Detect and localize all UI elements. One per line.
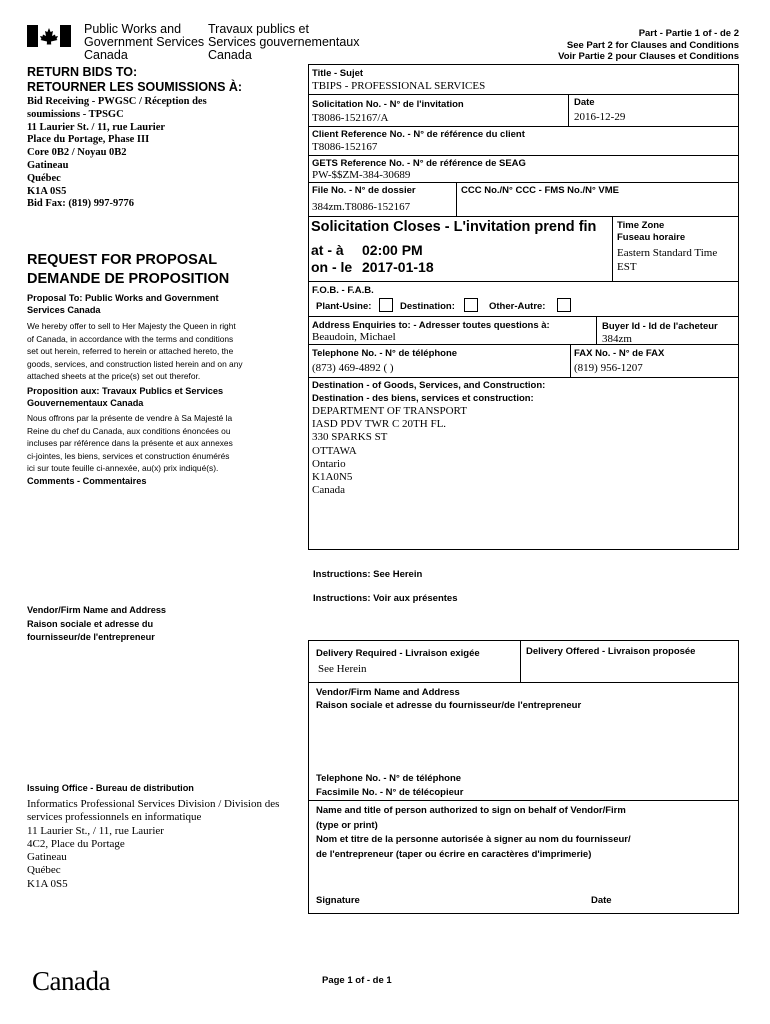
destination-option-label: Destination: [400,301,455,312]
logo-text-en: Public Works and Government Services Canada [84,22,205,62]
proposition-aux: Proposition aux: Travaux Publics et Services Gouvernementaux Canada [27,386,224,408]
fob-label: F.O.B. - F.A.B. [312,285,374,296]
gets-ref-value: PW-$$ZM-384-30689 [312,169,411,181]
vendor-contact-label[interactable]: Telephone No. - N° de téléphone Facsimile No. - N° de télécopieur [316,773,464,798]
client-ref-label: Client Reference No. - N° de référence du client [312,129,525,140]
canada-flag-icon [27,25,71,47]
close-on-label: on - le [311,259,353,275]
offer-text-en: We hereby offer to sell to Her Majesty the Queen in right of Canada, in accordance with the terms and conditions set out herein, referred to herein or attached hereto, the goods, services, and construction listed herein and on any attached sheets at the price(s) set out therefor. [27,321,243,381]
instructions-en: Instructions: See Herein [313,569,423,580]
other-label: Other-Autre: [489,301,546,312]
plant-checkbox[interactable] [379,298,393,312]
date-label: Date [574,97,595,108]
canada-wordmark: Canada [32,966,110,996]
file-no-value: 384zm.T8086-152167 [312,201,411,213]
title-value: TBIPS - PROFESSIONAL SERVICES [312,80,486,92]
destination-label: Destination - of Goods, Services, and Construction: Destination - des biens, services et construction: [312,380,546,404]
buyer-id-label: Buyer Id - Id de l'acheteur [602,321,718,332]
vendor-name-left-label: Vendor/Firm Name and Address Raison sociale et adresse du fournisseur/de l'entrepreneur [27,605,167,642]
time-zone-value: Eastern Standard Time EST [617,247,718,273]
address-enquiries-value: Beaudoin, Michael [312,331,396,343]
proposal-to: Proposal To: Public Works and Government Services Canada [27,293,219,315]
telephone-value: (873) 469-4892 ( ) [312,362,394,374]
date-value: 2016-12-29 [574,111,626,123]
solicitation-no-value: T8086-152167/A [312,112,389,124]
address-enquiries-label: Address Enquiries to: - Adresser toutes questions à: [312,320,550,331]
logo-text-fr: Travaux publics et Services gouvernementaux Canada [208,22,360,62]
destination-checkbox[interactable] [464,298,478,312]
return-bids-address: Bid Receiving - PWGSC / Réception des soumissions - TPSGC 11 Laurier St. / 11, rue Laurier Place du Portage, Phase III Core 0B2 / Noyau 0B2 Gatineau Québec K1A 0S5 Bid Fax: (819) 997-9776 [27,96,207,210]
other-checkbox[interactable] [557,298,571,312]
plant-label: Plant-Usine: [316,301,372,312]
solicitation-closes-label: Solicitation Closes - L'invitation prend fin [311,219,597,235]
file-no-label: File No. - N° de dossier [312,185,416,196]
client-ref-value: T8086-152167 [312,141,378,153]
telephone-label: Telephone No. - N° de téléphone [312,348,458,359]
vendor-name-right-label[interactable]: Vendor/Firm Name and Address Raison sociale et adresse du fournisseur/de l'entrepreneur [316,687,582,711]
page-number: Page 1 of - de 1 [322,975,392,986]
close-date-value: 2017-01-18 [362,259,434,275]
fax-label: FAX No. - N° de FAX [574,348,665,359]
time-zone-label: Time Zone Fuseau horaire [617,220,686,243]
sign-date-label[interactable]: Date [591,895,612,906]
part-indicator: Part - Partie 1 of - de 2 See Part 2 for Clauses and Conditions Voir Partie 2 pour Clauses et Conditions [558,28,739,62]
instructions-fr: Instructions: Voir aux présentes [313,593,458,604]
comments-label: Comments - Commentaires [27,476,147,486]
solicitation-no-label: Solicitation No. - N° de l'invitation [312,99,464,110]
signature-label[interactable]: Signature [316,895,360,906]
delivery-required-value: See Herein [318,663,367,675]
gets-ref-label: GETS Reference No. - N° de référence de SEAG [312,158,526,169]
ccc-no-label: CCC No./N° CCC - FMS No./N° VME [461,185,620,196]
buyer-id-value: 384zm [602,333,632,345]
title-label: Title - Sujet [312,68,364,79]
delivery-required-label: Delivery Required - Livraison exigée [316,648,480,659]
destination-address: DEPARTMENT OF TRANSPORT IASD PDV TWR C 20TH FL. 330 SPARKS ST OTTAWA Ontario K1A0N5 Canada [312,405,467,497]
fax-value: (819) 956-1207 [574,362,643,374]
close-time-value: 02:00 PM [362,242,423,258]
signatory-label[interactable]: Name and title of person authorized to sign on behalf of Vendor/Firm (type or print) Nom et titre de la personne autorisée à signer au nom du fournisseur/ de l'entrepreneur (taper ou écrire en caractères d'imprimerie) [316,805,631,860]
return-bids-title: RETURN BIDS TO: RETOURNER LES SOUMISSIONS À: [27,65,243,94]
offer-text-fr: Nous offrons par la présente de vendre à Sa Majesté la Reine du chef du Canada, aux conditions énoncées ou incluses par référence dans la présente et aux annexes ci-jointes, les biens, services et construction énumérés ici sur toute feuille ci-annexée, au(x) prix indiqué(s). [27,413,233,473]
rfp-title: REQUEST FOR PROPOSAL DEMANDE DE PROPOSITION [27,252,230,287]
delivery-offered-label[interactable]: Delivery Offered - Livraison proposée [526,646,696,657]
issuing-office-label: Issuing Office - Bureau de distribution [27,783,194,793]
close-at-label: at - à [311,242,344,258]
issuing-office-address: Informatics Professional Services Division / Division des services professionnels en informatique 11 Laurier St., / 11, rue Laurier 4C2, Place du Portage Gatineau Québec K1A 0S5 [27,798,280,890]
